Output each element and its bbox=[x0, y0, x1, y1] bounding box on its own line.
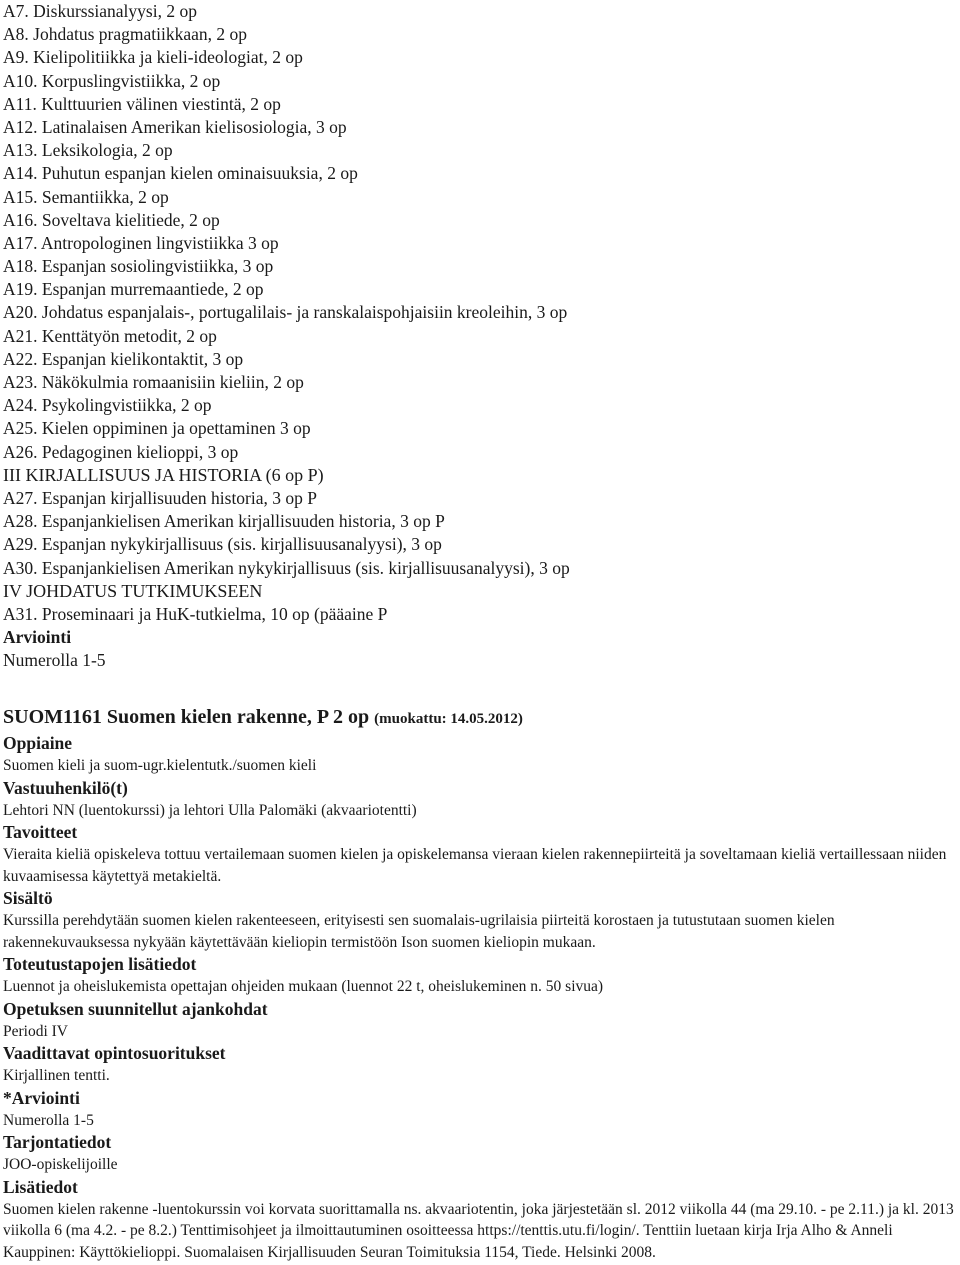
list-item: A23. Näkökulmia romaanisiin kieliin, 2 op bbox=[3, 372, 304, 392]
list-item: A16. Soveltava kielitiede, 2 op bbox=[3, 209, 220, 230]
field-label: *Arviointi bbox=[3, 1087, 80, 1108]
field-value: Suomen kieli ja suom-ugr.kielentutk./suomen kieli bbox=[3, 757, 317, 775]
list-item: A15. Semantiikka, 2 op bbox=[3, 186, 169, 207]
list-item: A17. Antropologinen lingvistiikka 3 op bbox=[3, 232, 279, 253]
list-item: A11. Kulttuurien välinen viestintä, 2 op bbox=[3, 93, 281, 114]
document-page bbox=[3, 0, 958, 1263]
field-objectives bbox=[3, 821, 958, 887]
field-label: Opetuksen suunnitellut ajankohdat bbox=[3, 998, 268, 1019]
field-value: Numerolla 1-5 bbox=[3, 1111, 94, 1129]
course-modified-date: (muokattu: 14.05.2012) bbox=[374, 711, 523, 728]
course-details bbox=[3, 732, 958, 1263]
field-subject bbox=[3, 732, 958, 777]
field-value: Lehtori NN (luentokurssi) ja lehtori Ulla Palomäki (akvaariotentti) bbox=[3, 801, 417, 819]
list-item: A19. Espanjan murremaantiede, 2 op bbox=[3, 279, 264, 300]
list-item: A25. Kielen oppiminen ja opettaminen 3 op bbox=[3, 418, 311, 439]
section-research bbox=[3, 580, 958, 626]
field-content bbox=[3, 887, 958, 953]
list-item: A31. Proseminaari ja HuK-tutkielma, 10 op (pääaine P bbox=[3, 603, 388, 624]
section-heading: IV JOHDATUS TUTKIMUKSEEN bbox=[3, 580, 263, 601]
field-label: Lisätiedot bbox=[3, 1176, 78, 1197]
field-grading bbox=[3, 1087, 958, 1132]
field-label: Vaadittavat opintosuoritukset bbox=[3, 1043, 226, 1064]
field-offering bbox=[3, 1131, 958, 1176]
list-item: A18. Espanjan sosiolingvistiikka, 3 op bbox=[3, 256, 274, 277]
field-label: Oppiaine bbox=[3, 733, 73, 754]
list-item: A24. Psykolingvistiikka, 2 op bbox=[3, 395, 212, 416]
grading-value: Numerolla 1-5 bbox=[3, 650, 106, 671]
list-item: A9. Kielipolitiikka ja kieli-ideologiat, 2 op bbox=[3, 47, 303, 68]
list-item: A21. Kenttätyön metodit, 2 op bbox=[3, 325, 217, 346]
field-value: JOO-opiskelijoille bbox=[3, 1156, 118, 1174]
grading-label: Arviointi bbox=[3, 627, 72, 648]
list-item: A29. Espanjan nykykirjallisuus (sis. kirjallisuusanalyysi), 3 op bbox=[3, 534, 442, 555]
list-item: A27. Espanjan kirjallisuuden historia, 3 op P bbox=[3, 487, 317, 508]
field-additional-info bbox=[3, 1176, 958, 1264]
list-item: A28. Espanjankielisen Amerikan kirjallisuuden historia, 3 op P bbox=[3, 511, 445, 532]
field-schedule bbox=[3, 998, 958, 1043]
field-value: Vieraita kieliä opiskeleva tottuu vertailemaan suomen kielen ja opiskelemansa vieraan kielen rakennepiirteitä ja soveltamaan kieliä vertaillessaan niiden kuvaamisessa käytettyä metakieltä. bbox=[3, 846, 947, 885]
field-implementation bbox=[3, 953, 958, 998]
field-value: Kurssilla perehdytään suomen kielen rakenteeseen, erityisesti sen suomalais-ugrilaisia piirteitä korostaen ja tutustutaan suomen kielen rakennekuvauksessa nykyään käytettävään kieliopin termistöön Ison suomen kieliopin mukaan. bbox=[3, 912, 835, 951]
field-requirements bbox=[3, 1042, 958, 1087]
list-item: A26. Pedagoginen kielioppi, 3 op bbox=[3, 441, 239, 462]
section-literature bbox=[3, 464, 958, 580]
course-title-text: SUOM1161 Suomen kielen rakenne, P 2 op bbox=[3, 706, 370, 729]
list-item: A12. Latinalaisen Amerikan kielisosiologia, 3 op bbox=[3, 116, 347, 137]
course-title bbox=[3, 705, 958, 732]
course-list bbox=[3, 0, 958, 464]
list-item: A8. Johdatus pragmatiikkaan, 2 op bbox=[3, 24, 247, 45]
field-label: Vastuuhenkilö(t) bbox=[3, 777, 128, 798]
list-item: A7. Diskurssianalyysi, 2 op bbox=[3, 1, 197, 21]
grading bbox=[3, 626, 958, 672]
field-value: Kirjallinen tentti. bbox=[3, 1067, 110, 1085]
list-item: A10. Korpuslingvistiikka, 2 op bbox=[3, 70, 221, 91]
field-value: Luennot ja oheislukemista opettajan ohjeiden mukaan (luennot 22 t, oheislukeminen n. 50 sivua) bbox=[3, 978, 604, 996]
list-item: A30. Espanjankielisen Amerikan nykykirjallisuus (sis. kirjallisuusanalyysi), 3 op bbox=[3, 557, 570, 578]
list-item: A13. Leksikologia, 2 op bbox=[3, 140, 173, 161]
field-label: Tavoitteet bbox=[3, 822, 78, 843]
list-item: A20. Johdatus espanjalais-, portugalilais- ja ranskalaispohjaisiin kreoleihin, 3 op bbox=[3, 302, 568, 323]
field-label: Tarjontatiedot bbox=[3, 1132, 112, 1153]
list-item: A22. Espanjan kielikontaktit, 3 op bbox=[3, 348, 244, 369]
list-item: A14. Puhutun espanjan kielen ominaisuuksia, 2 op bbox=[3, 163, 358, 184]
field-label: Sisältö bbox=[3, 888, 53, 909]
field-value: Periodi IV bbox=[3, 1022, 69, 1040]
section-heading: III KIRJALLISUUS JA HISTORIA (6 op P) bbox=[3, 464, 324, 485]
field-label: Toteutustapojen lisätiedot bbox=[3, 954, 197, 975]
field-responsible bbox=[3, 777, 958, 822]
field-value: Suomen kielen rakenne -luentokurssin voi korvata suorittamalla ns. akvaariotentin, joka järjestetään sl. 2012 viikolla 44 (ma 29.10. - pe 2.11.) ja kl. 2013 viikolla 6 (ma 4.2. - pe 8.2.) Tenttimisohjeet ja ilmoittautuminen osoitteessa https://tenttis.utu.fi/login/. Tenttiin luetaan kirja Irja Alho & Anneli Kauppinen: Käyttökielioppi. Suomalaisen Kirjallisuuden Seuran Toimituksia 1154, Tiede. Helsinki 2008. bbox=[3, 1200, 954, 1261]
